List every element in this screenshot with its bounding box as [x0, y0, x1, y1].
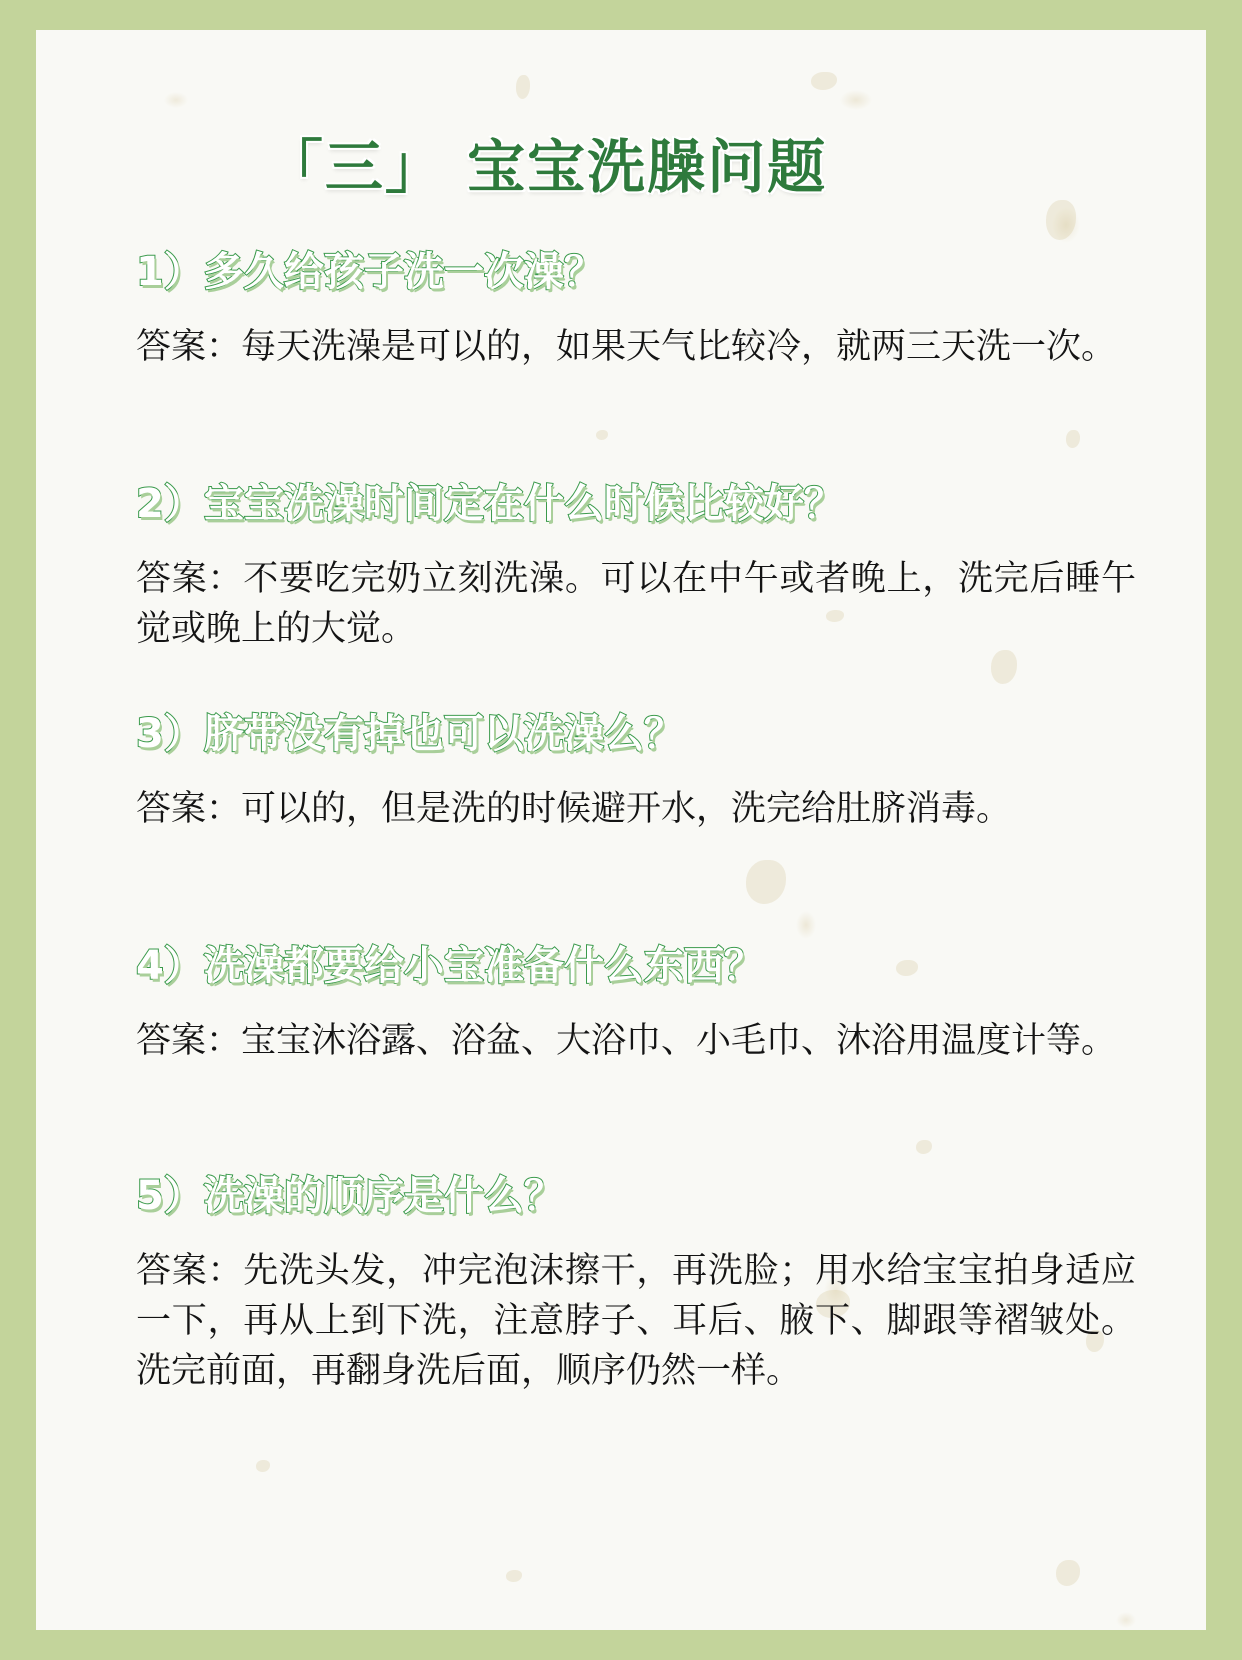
paper-speck — [596, 430, 608, 440]
question-3: 3）脐带没有掉也可以洗澡么？ — [136, 711, 684, 757]
paper-speck — [506, 1570, 522, 1582]
answer-2: 答案：不要吃完奶立刻洗澡。可以在中午或者晚上，洗完后睡午觉或晚上的大觉。 — [136, 559, 1136, 649]
paper-speck — [991, 650, 1017, 684]
paper-speck — [256, 1460, 270, 1472]
answer-3: 答案：可以的，但是洗的时候避开水，洗完给肚脐消毒。 — [136, 789, 1012, 829]
paper-speck — [746, 860, 786, 904]
paper-speck — [516, 75, 530, 99]
qa-item-2 — [136, 480, 1136, 654]
question-4: 4）洗澡都要给小宝准备什么东西？ — [136, 943, 764, 989]
answer-1: 答案：每天洗澡是可以的，如果天气比较冷，就两三天洗一次。 — [136, 327, 1117, 367]
answer-4: 答案：宝宝沐浴露、浴盆、大浴巾、小毛巾、沐浴用温度计等。 — [136, 1021, 1117, 1061]
paper-speck — [1046, 200, 1076, 240]
question-5: 5）洗澡的顺序是什么？ — [136, 1173, 564, 1219]
paper-speck — [811, 72, 837, 90]
paper-speck — [916, 1140, 932, 1154]
paper-speck — [1056, 1560, 1080, 1586]
page-title: 「三」 宝宝洗臊问题 — [264, 133, 828, 201]
qa-item-1 — [136, 248, 1136, 372]
question-2: 2）宝宝洗澡时间定在什么时候比较好？ — [136, 481, 844, 527]
paper-background — [36, 30, 1206, 1630]
question-1: 1）多久给孩子洗一次澡？ — [136, 249, 604, 295]
paper-speck — [1066, 430, 1080, 448]
answer-5: 答案：先洗头发，冲完泡沫擦干，再洗脸；用水给宝宝拍身适应一下，再从上到下洗，注意脖子、耳后、腋下、脚跟等褶皱处。洗完前面，再翻身洗后面，顺序仍然一样。 — [136, 1251, 1136, 1391]
qa-item-4 — [136, 942, 1136, 1066]
qa-item-5 — [136, 1172, 1136, 1396]
qa-item-3 — [136, 710, 1136, 834]
